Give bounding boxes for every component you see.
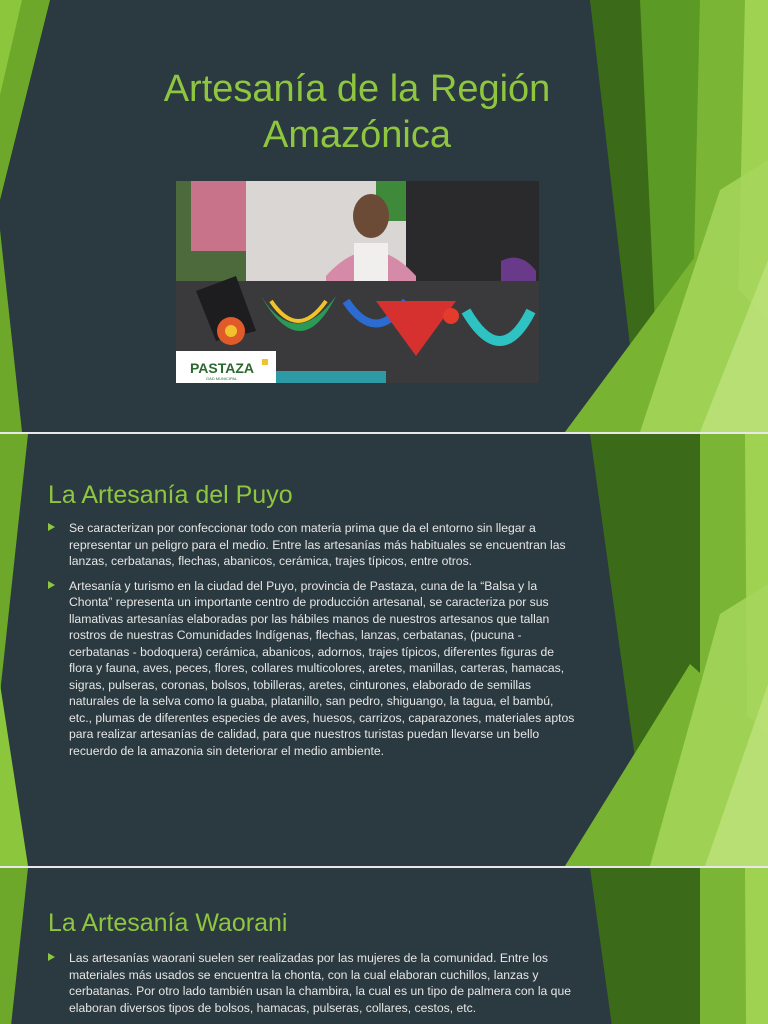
slide-waorani [0,868,768,1024]
slide-puyo [0,434,768,866]
title-line-2: Amazónica [263,114,451,156]
pastaza-logo-subtext: GAD MUNICIPAL [206,376,238,381]
bullet-arrow-icon [48,523,55,531]
bullet-arrow-icon [48,953,55,961]
bullet-list [48,950,578,1024]
section-heading: La Artesanía Waorani [48,909,288,937]
bullet-arrow-icon [48,581,55,589]
pastaza-logo-text: PASTAZA [190,360,255,376]
bullet-text: Las artesanías waorani suelen ser realizadas por las mujeres de la comunidad. Entre los materiales más usados se encuentra la chonta, con la cual elaboran cuchillos, lanzas y cerbatanas. Por otro lado también usan la chambira, la cual es un tipo de palmera con la que elaboran diversos tipos de bolsos, hamacas, pulseras, collares, cestos, etc. [69,951,572,1015]
section-heading: La Artesanía del Puyo [48,481,293,509]
bullet-list [48,520,578,767]
title-line-1: Artesanía de la Región [163,68,551,110]
slide-title-heading [0,66,714,158]
bullet-text: Se caracterizan por confeccionar todo con materia prima que da el entorno sin llegar a representar un peligro para el medio. Entre las artesanías más habituales se encuentran las lanzas, cerbatanas, flechas, abanicos, cerámica, trajes típicos, entre otros. [69,521,566,568]
list-item [48,520,578,570]
bullet-text: Artesanía y turismo en la ciudad del Puyo, provincia de Pastaza, cuna de la “Balsa y la Chonta” representa un importante centro de producción artesanal, se caracteriza por sus llamativas artesanías elaboradas por las hábiles manos de nuestros artesanos que tallan rostros de nuestras Comunidades Indígenas, flechas, lanzas, cerbatanas, (pucuna - cerbatanas - bodoquera) cerámica, abanicos, adornos, trajes típicos, diferentes figuras de flora y fauna, aves, peces, flores, collares multicolores, aretes, manillas, carteras, hamacas, sigras, pulseras, coronas, bolsos, tobilleras, aretes, cinturones, elaborado de semillas naturales de la selva como la guaba, platanillo, san pedro, shiguango, la tagua, el bambú, etc., plumas de diferentes especies de aves, huesos, carrizos, caparazones, materiales aptos para realizar artesanías de calidad, para que nuestros turistas puedan llevarse un bello recuerdo de la amazonia sin deteriorar el medio ambiente. [69,578,575,758]
artisan-photo [176,181,539,383]
slide-title [0,0,768,432]
list-item [48,578,578,760]
list-item [48,950,578,1016]
